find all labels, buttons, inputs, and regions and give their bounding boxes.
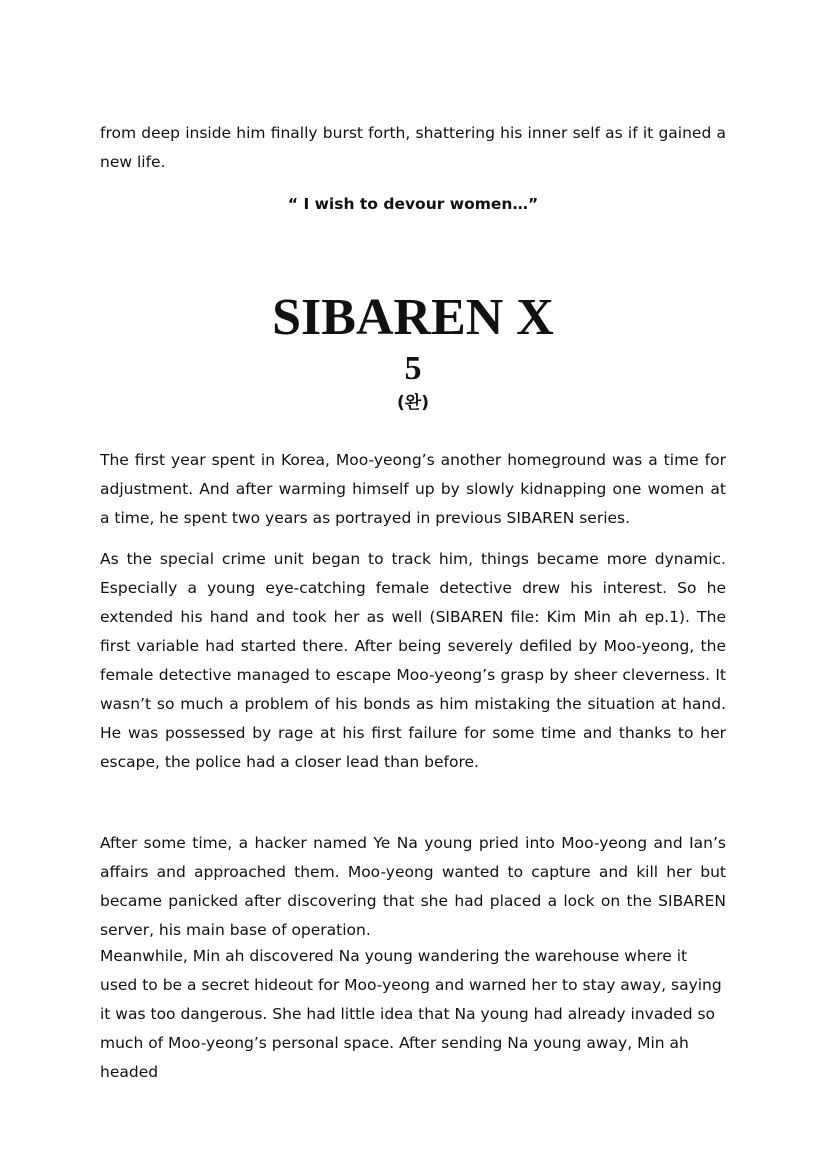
body-paragraph-2: As the special crime unit began to track him, things became more dynamic. Especially a young eye-catching female detective drew his interest. So he extended his hand and took her as well (SIBAREN file: Kim Min ah ep.1). The first variable had started there. After being severely defiled by Moo-yeong, the female detective managed to escape Moo-yeong’s grasp by sheer cleverness. It wasn’t so much a problem of his bonds as him mistaking the situation at hand. He was possessed by rage at his first failure for some time and thanks to her escape, the police had a closer lead than before. [100, 550, 726, 771]
body-paragraph-4: Meanwhile, Min ah discovered Na young wandering the warehouse where it used to be a secret hideout for Moo-yeong and warned her to stay away, saying it was too dangerous. She had little idea that Na young had already invaded so much of Moo-yeong’s personal space. After sending Na young away, Min ah headed [100, 947, 722, 1081]
body-paragraph-1: The first year spent in Korea, Moo-yeong’s another homeground was a time for adjustment. And after warming himself up by slowly kidnapping one women at a time, he spent two years as portrayed in previous SIBAREN series. [100, 451, 726, 527]
chapter-title: SIBAREN X [272, 289, 554, 346]
chapter-subtitle: (완) [397, 393, 429, 413]
body-paragraph-3: After some time, a hacker named Ye Na young pried into Moo-yeong and Ian’s affairs and approached them. Moo-yeong wanted to capture and kill her but became panicked after discovering that she had placed a lock on the SIBAREN server, his main base of operation. [100, 834, 726, 939]
quote-line: “ I wish to devour women…” [287, 195, 539, 213]
intro-paragraph: from deep inside him finally burst forth, shattering his inner self as if it gained a new life. [100, 124, 726, 171]
volume-number: 5 [404, 350, 422, 387]
